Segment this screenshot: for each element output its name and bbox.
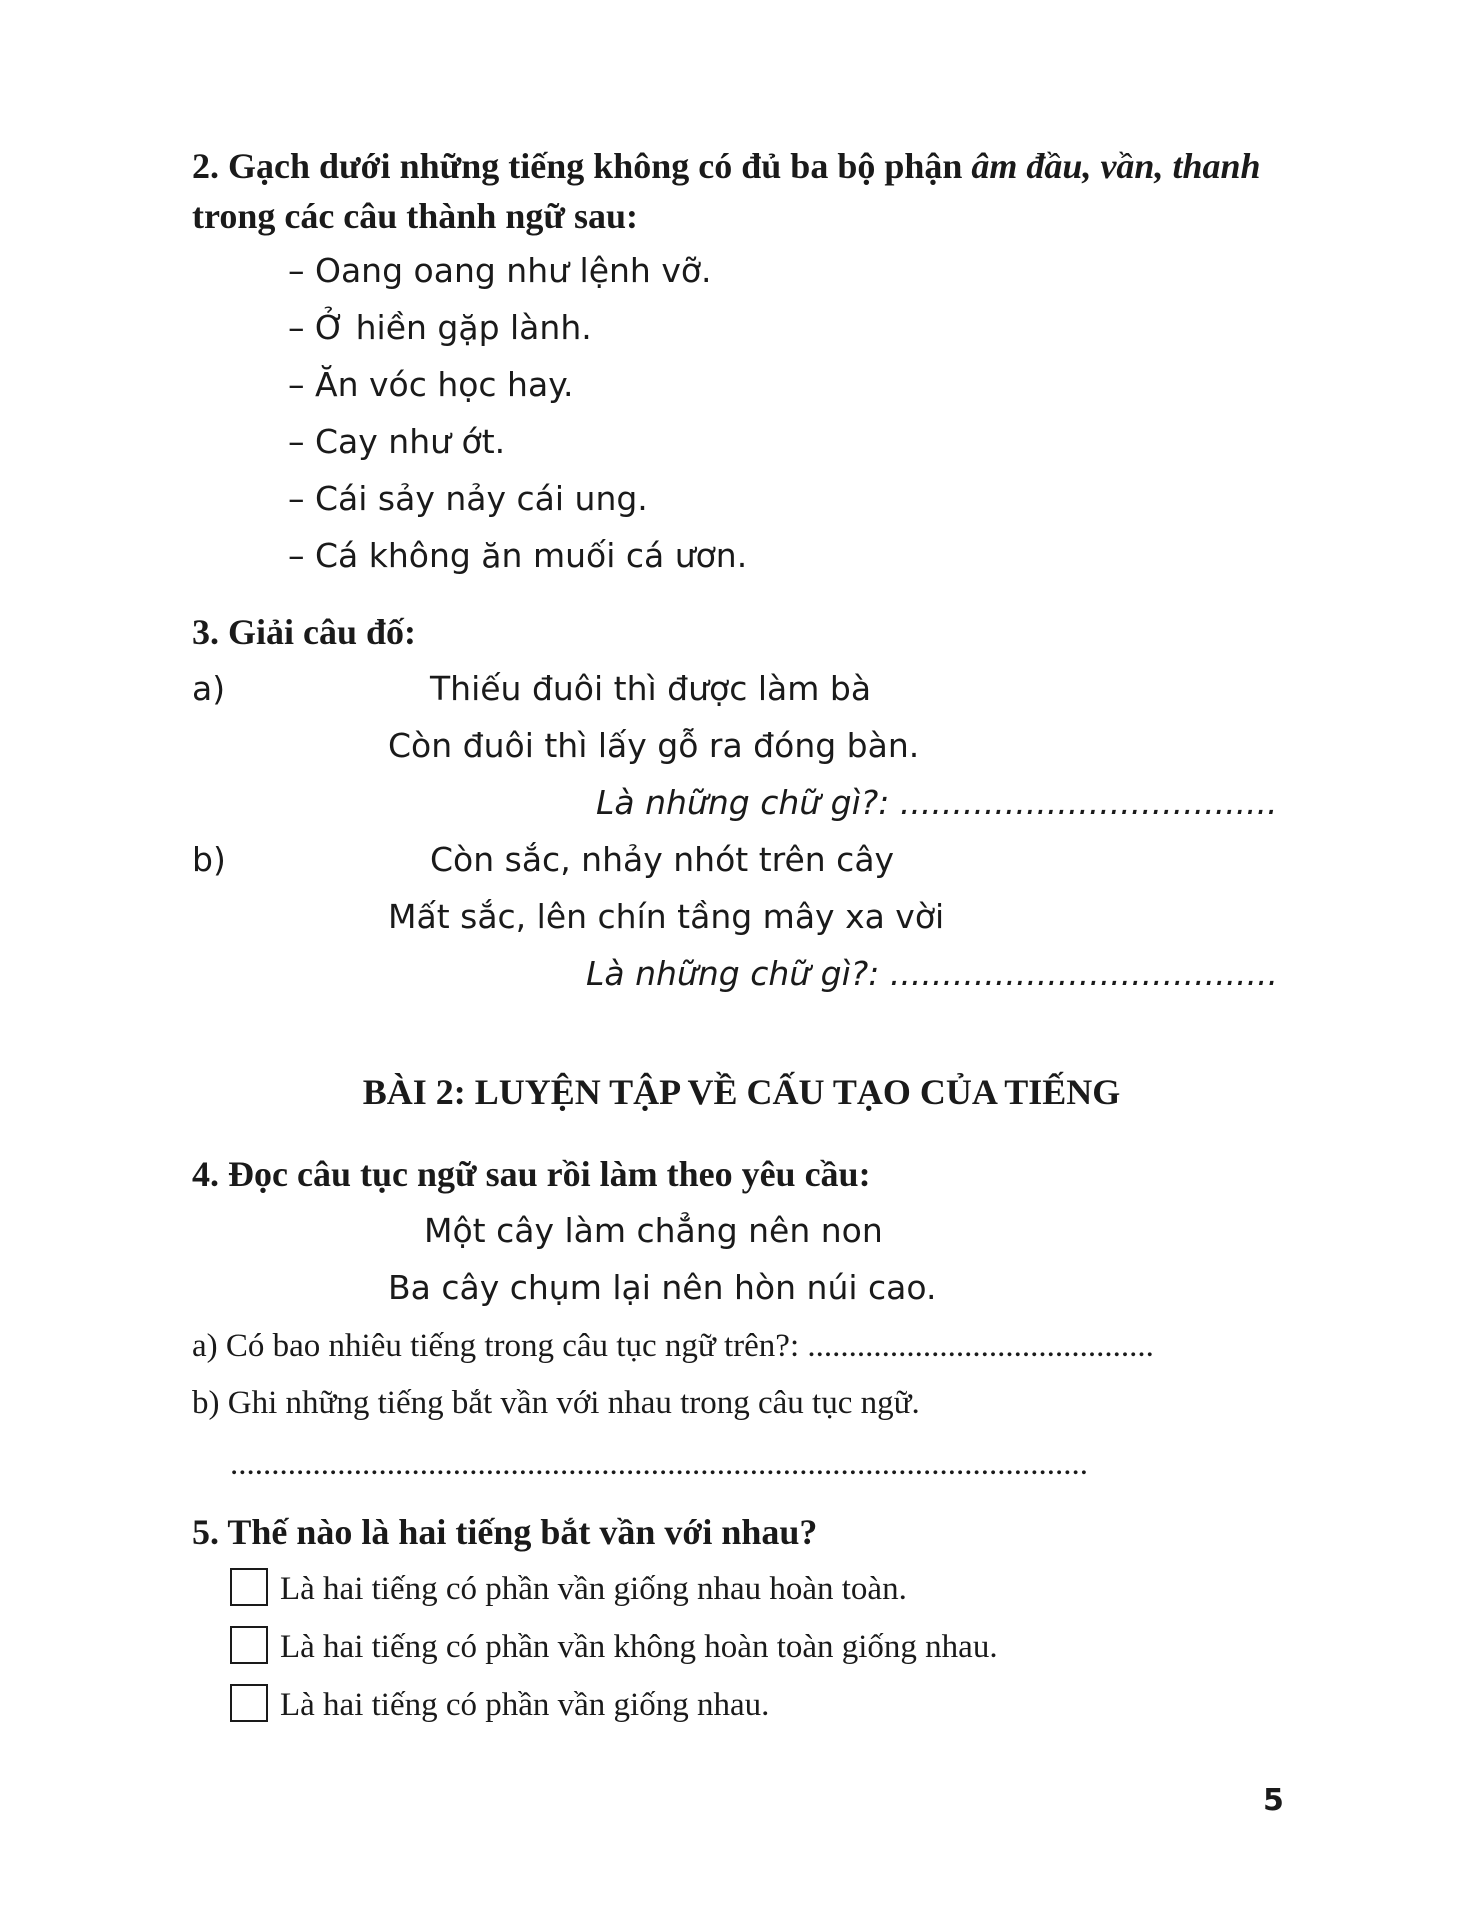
q3-b-prompt: Là những chữ gì?: .....................................	[586, 954, 1279, 993]
q4-a: a) Có bao nhiêu tiếng trong câu tục ngữ trên?: ..........................................	[192, 1328, 1154, 1364]
q3-b-line1: Còn sắc, nhảy nhót trên cây	[430, 840, 895, 879]
q3-b-line2: Mất sắc, lên chín tầng mây xa vời	[388, 897, 945, 936]
q4-verse-line1: Một cây làm chẳng nên non	[424, 1211, 883, 1250]
q2-title-text: 2. Gạch dưới những tiếng không có đủ ba bộ phận	[192, 146, 972, 186]
q4-b-answer-dots: ........................................................................................................	[230, 1446, 1088, 1482]
q4-title: 4. Đọc câu tục ngữ sau rồi làm theo yêu cầu:	[192, 1154, 871, 1194]
q3-title: 3. Giải câu đố:	[192, 612, 417, 652]
q4-b: b) Ghi những tiếng bắt vần với nhau trong câu tục ngữ.	[192, 1385, 920, 1421]
q5-option-1: Là hai tiếng có phần vần giống nhau hoàn toàn.	[280, 1571, 907, 1607]
q3-a-line2: Còn đuôi thì lấy gỗ ra đóng bàn.	[388, 726, 920, 765]
q3-b-label: b)	[192, 840, 226, 879]
q2-item-1: – Oang oang như lệnh vỡ.	[288, 251, 712, 290]
q5-option-1-checkbox[interactable]	[230, 1568, 268, 1606]
page-number: 5	[1263, 1783, 1284, 1818]
q3-a-prompt: Là những chữ gì?: ....................................	[596, 783, 1278, 822]
q2-item-6: – Cá không ăn muối cá ươn.	[288, 536, 748, 575]
q5-option-3: Là hai tiếng có phần vần giống nhau.	[280, 1687, 770, 1723]
q2-item-4: – Cay như ớt.	[288, 422, 506, 461]
q2-item-2: – Ở hiền gặp lành.	[288, 308, 592, 347]
q4-verse-line2: Ba cây chụm lại nên hòn núi cao.	[388, 1268, 937, 1307]
q5-title: 5. Thế nào là hai tiếng bắt vần với nhau?	[192, 1512, 818, 1552]
q5-option-3-checkbox[interactable]	[230, 1684, 268, 1722]
lesson-title: BÀI 2: LUYỆN TẬP VỀ CẤU TẠO CỦA TIẾNG	[362, 1072, 1121, 1112]
q3-a-line1: Thiếu đuôi thì được làm bà	[430, 669, 872, 708]
q2-title	[192, 148, 1261, 184]
q5-option-2: Là hai tiếng có phần vần không hoàn toàn giống nhau.	[280, 1629, 998, 1665]
q2-title-italic: âm đầu, vần, thanh	[971, 146, 1261, 186]
q2-title-line2: trong các câu thành ngữ sau:	[192, 196, 638, 236]
q3-a-label: a)	[192, 669, 226, 708]
q2-item-3: – Ăn vóc học hay.	[288, 365, 574, 404]
q2-item-5: – Cái sảy nảy cái ung.	[288, 479, 648, 518]
q5-option-2-checkbox[interactable]	[230, 1626, 268, 1664]
